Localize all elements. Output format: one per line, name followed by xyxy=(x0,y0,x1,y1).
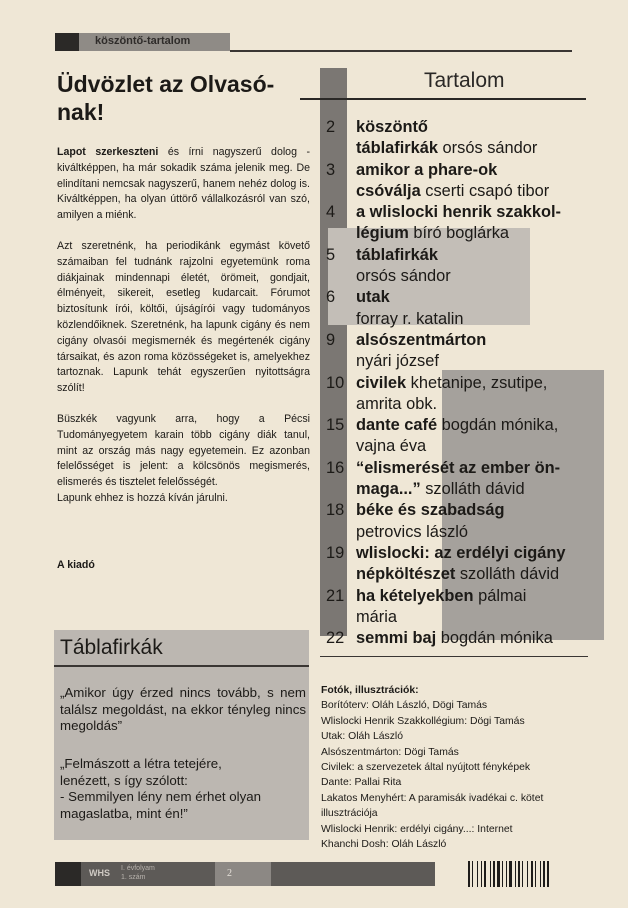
toc-page-number: 3 xyxy=(326,160,336,179)
footer-volume-line: I. évfolyam xyxy=(121,865,155,872)
credit-line: Alsószentmárton: Dögi Tamás xyxy=(321,746,459,758)
toc-entry-title: “elismerését az ember ön- xyxy=(356,458,561,477)
toc-entry[interactable] xyxy=(326,415,598,436)
toc-entry-title: táblafirkák xyxy=(356,245,438,264)
footer-abbreviation: WHS xyxy=(89,868,110,878)
toc-entry-author: szolláth dávid xyxy=(455,565,560,584)
toc-entry-author: petrovics lászló xyxy=(356,522,469,541)
welcome-body xyxy=(57,145,310,522)
toc-entry-title: dante café xyxy=(356,416,438,435)
barcode-bar xyxy=(509,861,512,887)
toc-page-number xyxy=(326,436,356,457)
credit-line: Civilek: a szervezetek által nyújtott fényképek xyxy=(321,762,531,774)
welcome-lead: Lapot szerkeszteni xyxy=(57,146,159,158)
quote-1: „Amikor úgy érzed nincs tovább, s nem találsz megoldást, na ekkor tényleg nincs megoldás” xyxy=(60,685,306,733)
toc-entry-title: táblafirkák xyxy=(356,139,438,158)
toc-entry[interactable] xyxy=(326,202,598,223)
credit-line: Wlislocki Henrik: erdélyi cigány...: Internet xyxy=(321,823,513,835)
toc-entry[interactable] xyxy=(326,223,598,244)
footer-volume-line: 1. szám xyxy=(121,874,146,881)
welcome-paragraph-2: Azt szeretnénk, ha periodikánk egymást követő számaiban fel tudnánk rajzolni egyetemünk roma diákjainak mindennapi életét, örömeit, gondjait, élményeit, sikereit, esetleg kudarcait. Fórumot biztosítunk írói, költői, újságírói vagy tudományos közlendőiknek. Szeretnénk, ha lapunk cigány és nem cigány olvasói megismernék és megértenék cigány társaikat, és azon roma közösségeket is, amelyekhez tartoznak. Lapunk tehát egyszerűen nyitottságra szólít! xyxy=(57,239,310,395)
toc-entry[interactable] xyxy=(326,586,598,607)
toc-page-number xyxy=(326,394,356,415)
toc-page-number: 16 xyxy=(326,458,345,477)
toc-entry-title: amikor a phare-ok xyxy=(356,160,498,179)
toc-entry-author: amrita obk. xyxy=(356,394,438,413)
credit-line: Dante: Pallai Rita xyxy=(321,777,402,789)
barcode-bar xyxy=(472,861,473,887)
toc-entry-author: bogdán mónika xyxy=(436,629,553,648)
toc-entry[interactable] xyxy=(326,181,598,202)
welcome-paragraph-4: Lapunk ehhez is hozzá kíván járulni. xyxy=(57,491,228,504)
welcome-paragraph-1-text: és írni nagyszerű dolog - kiváltképpen, ha már sokadik száma jelenik meg. De elindítani nemcsak nagyszerű, hanem nehéz dolog is. Kiváltképpen, ha olyan úttörő vállalkozásról van szó, amilyen a miénk. xyxy=(57,146,310,222)
toc-entry[interactable] xyxy=(326,117,598,138)
welcome-paragraph-1 xyxy=(57,145,310,224)
toc-page-number: 10 xyxy=(326,373,345,392)
barcode-bar xyxy=(527,861,528,887)
credit-line: Khanchi Dosh: Oláh László xyxy=(321,839,447,851)
publisher-signature: A kiadó xyxy=(57,559,95,571)
toc-entry[interactable] xyxy=(326,479,598,500)
toc-page-number: 4 xyxy=(326,203,336,222)
toc-entry[interactable] xyxy=(326,628,598,649)
toc-page-number: 2 xyxy=(326,118,336,136)
photo-credits xyxy=(321,683,583,852)
toc-entry-title: népköltészet xyxy=(356,565,456,584)
toc-page-number xyxy=(326,351,356,372)
toc-page-number xyxy=(326,564,356,585)
section-header-bar xyxy=(55,33,230,51)
toc-entry[interactable] xyxy=(326,543,598,564)
credit-line: Wlislocki Henrik Szakkollégium: Dögi Tamás xyxy=(321,715,525,727)
footer-bar-block xyxy=(55,862,81,886)
toc-entry-title: csóválja xyxy=(356,181,421,200)
header-bar-block xyxy=(55,33,79,51)
toc-entry-author: forray r. katalin xyxy=(356,309,464,328)
toc-entry-author: szolláth dávid xyxy=(420,480,525,499)
toc-entry-title: béke és szabadság xyxy=(356,501,505,520)
tablafirkak-title: Táblafirkák xyxy=(60,636,163,659)
toc-entry-title: alsószentmárton xyxy=(356,330,487,349)
toc-entry[interactable] xyxy=(326,522,598,543)
section-label: köszöntő-tartalom xyxy=(95,35,191,47)
toc-rule xyxy=(300,98,586,100)
toc-page-number xyxy=(326,138,356,159)
toc-page-number xyxy=(326,607,356,628)
toc-title: Tartalom xyxy=(424,69,505,92)
toc-entry-author: bogdán mónika, xyxy=(437,416,559,435)
toc-page-number xyxy=(326,522,356,543)
toc-entry[interactable] xyxy=(326,458,598,479)
welcome-paragraph-3: Büszkék vagyunk arra, hogy a Pécsi Tudományegyetem karain több cigány diák tanul, mint az ország más nagy egyetemein. Ez azonban felelősséget is jelent: a kölcsönös megismerés, elismerés és tisztelet felelősségét. xyxy=(57,412,310,489)
barcode-bar xyxy=(490,861,491,887)
quote-2 xyxy=(60,756,306,822)
toc-entry[interactable] xyxy=(326,436,598,457)
toc-entry-title: a wlislocki henrik szakkol- xyxy=(356,203,561,222)
barcode-bar xyxy=(502,861,503,887)
footer-page-block xyxy=(215,862,271,886)
toc-entry[interactable] xyxy=(326,138,598,159)
toc-page-number: 9 xyxy=(326,330,336,349)
toc-page-number: 15 xyxy=(326,416,345,435)
toc-entry-author: orsós sándor xyxy=(356,267,451,286)
toc-entry[interactable] xyxy=(326,266,598,287)
toc-entry-author: orsós sándor xyxy=(438,139,538,158)
welcome-title-line: nak! xyxy=(57,99,105,125)
barcode-bar xyxy=(543,861,545,887)
barcode-bar xyxy=(481,861,482,887)
toc-page-number xyxy=(326,181,356,202)
barcode-bar xyxy=(515,861,516,887)
credit-line: Utak: Oláh László xyxy=(321,731,404,743)
footer-volume xyxy=(121,864,191,882)
toc-page-number: 5 xyxy=(326,245,336,264)
barcode-bar xyxy=(468,861,470,887)
barcode-bar xyxy=(497,861,500,887)
page-number: 2 xyxy=(227,868,232,879)
toc-entry-title: semmi baj xyxy=(356,629,437,648)
toc-entry-author: cserti csapó tibor xyxy=(420,181,550,200)
toc-page-number: 19 xyxy=(326,543,345,562)
barcode-bar xyxy=(484,861,486,887)
barcode-bar xyxy=(518,861,520,887)
toc-entry[interactable] xyxy=(326,330,598,351)
toc-entry[interactable] xyxy=(326,351,598,372)
credit-line: Borítóterv: Oláh László, Dögi Tamás xyxy=(321,700,488,712)
toc-entry[interactable] xyxy=(326,287,598,308)
toc-entry-author: mária xyxy=(356,607,397,626)
toc-entry-title: utak xyxy=(356,288,390,307)
barcode-bar xyxy=(535,861,536,887)
toc-entry[interactable] xyxy=(326,394,598,415)
barcode-bar xyxy=(531,861,533,887)
toc-page-number xyxy=(326,309,356,330)
credits-heading: Fotók, illusztrációk: xyxy=(321,685,419,696)
quote-2-line: - Semmilyen lény nem érhet olyan magaslatba, mint én!” xyxy=(60,789,262,821)
tablafirkak-rule xyxy=(54,665,309,667)
toc-entry[interactable] xyxy=(326,245,598,266)
footer-bar xyxy=(55,862,435,886)
credit-line: Lakatos Menyhért: A paramisák ivadékai c. kötet illusztrációja xyxy=(321,792,544,820)
toc-entry[interactable] xyxy=(326,500,598,521)
toc-entry[interactable] xyxy=(326,564,598,585)
toc-entry-title: maga...” xyxy=(356,480,421,499)
barcode-bar xyxy=(522,861,523,887)
barcode-bar xyxy=(547,861,549,887)
toc-page-number: 22 xyxy=(326,629,345,648)
toc-entry-title: légium xyxy=(356,224,409,243)
toc-page-number xyxy=(326,266,356,287)
barcode-icon xyxy=(468,861,575,887)
welcome-title-line: Üdvözlet az Olvasó- xyxy=(57,71,275,97)
toc-entry[interactable] xyxy=(326,309,598,330)
toc-entry-author: khetanipe, zsutipe, xyxy=(406,373,548,392)
barcode-bar xyxy=(493,861,495,887)
toc-page-number: 6 xyxy=(326,288,336,307)
toc-page-number xyxy=(326,479,356,500)
toc-entry-author: nyári józsef xyxy=(356,352,439,371)
toc-bottom-rule xyxy=(320,656,588,657)
toc-page-number: 21 xyxy=(326,586,345,605)
header-rule xyxy=(230,50,572,52)
toc-entry[interactable] xyxy=(326,607,598,628)
toc-entry[interactable] xyxy=(326,373,598,394)
barcode-bar xyxy=(506,861,507,887)
barcode-bar xyxy=(477,861,478,887)
toc-entry-author: vajna éva xyxy=(356,437,427,456)
toc-entry[interactable] xyxy=(326,160,598,181)
toc-entry-title: wlislocki: az erdélyi cigány xyxy=(356,543,566,562)
toc-list xyxy=(326,117,598,649)
toc-page-number xyxy=(326,223,356,244)
toc-entry-title: civilek xyxy=(356,373,407,392)
toc-page-number: 18 xyxy=(326,501,345,520)
toc-entry-title: ha kételyekben xyxy=(356,586,474,605)
quote-2-line: „Felmászott a létra tetejére, xyxy=(60,756,222,771)
welcome-title xyxy=(57,70,297,126)
barcode-bar xyxy=(540,861,541,887)
toc-entry-author: bíró boglárka xyxy=(408,224,510,243)
toc-entry-author: pálmai xyxy=(473,586,527,605)
toc-entry-title: köszöntő xyxy=(356,118,428,136)
quote-2-line: lenézett, s így szólott: xyxy=(60,772,188,788)
